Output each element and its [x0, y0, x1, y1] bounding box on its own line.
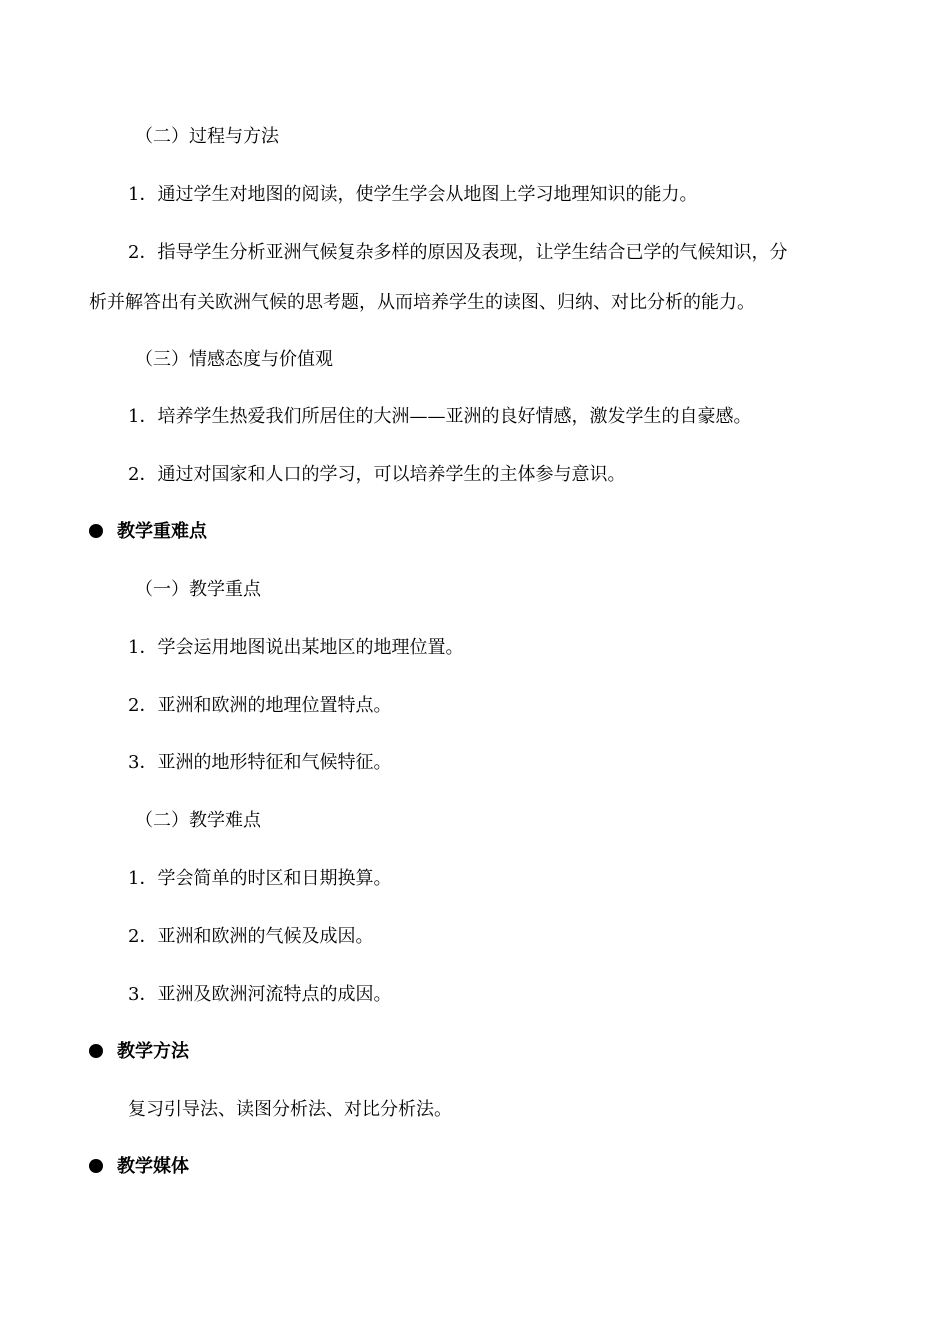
key-point-item-3: 3．亚洲的地形特征和气候特征。 — [128, 752, 392, 773]
key-point-item-2: 2．亚洲和欧洲的地理位置特点。 — [128, 695, 392, 716]
section-heading-label: 教学媒体 — [117, 1156, 189, 1177]
emotion-values-item-2: 2．通过对国家和人口的学习，可以培养学生的主体参与意识。 — [128, 464, 626, 485]
difficult-point-item-2: 2．亚洲和欧洲的气候及成因。 — [128, 926, 374, 947]
process-method-item-2-line-1: 2．指导学生分析亚洲气候复杂多样的原因及表现，让学生结合已学的气候知识，分 — [128, 242, 788, 263]
process-method-item-1: 1．通过学生对地图的阅读，使学生学会从地图上学习地理知识的能力。 — [128, 184, 698, 205]
section-heading-label: 教学重难点 — [117, 521, 207, 542]
section-heading-teaching-method — [89, 1040, 189, 1064]
key-points-title: （一）教学重点 — [135, 579, 261, 600]
difficult-point-item-1: 1．学会简单的时区和日期换算。 — [128, 868, 392, 889]
emotion-values-title: （三）情感态度与价值观 — [135, 349, 333, 370]
difficult-points-title: （二）教学难点 — [135, 810, 261, 831]
bullet-icon — [89, 524, 103, 538]
section-heading-label: 教学方法 — [117, 1041, 189, 1062]
bullet-icon — [89, 1044, 103, 1058]
emotion-values-item-1: 1．培养学生热爱我们所居住的大洲——亚洲的良好情感，激发学生的自豪感。 — [128, 406, 752, 427]
key-point-item-1: 1．学会运用地图说出某地区的地理位置。 — [128, 637, 464, 658]
teaching-method-content: 复习引导法、读图分析法、对比分析法。 — [128, 1099, 452, 1120]
section-heading-teaching-media — [89, 1155, 189, 1179]
bullet-icon — [89, 1159, 103, 1173]
difficult-point-item-3: 3．亚洲及欧洲河流特点的成因。 — [128, 984, 392, 1005]
process-method-item-2-line-2: 析并解答出有关欧洲气候的思考题，从而培养学生的读图、归纳、对比分析的能力。 — [89, 292, 755, 313]
section-heading-key-difficult — [89, 520, 207, 544]
process-method-title: （二）过程与方法 — [135, 126, 279, 147]
